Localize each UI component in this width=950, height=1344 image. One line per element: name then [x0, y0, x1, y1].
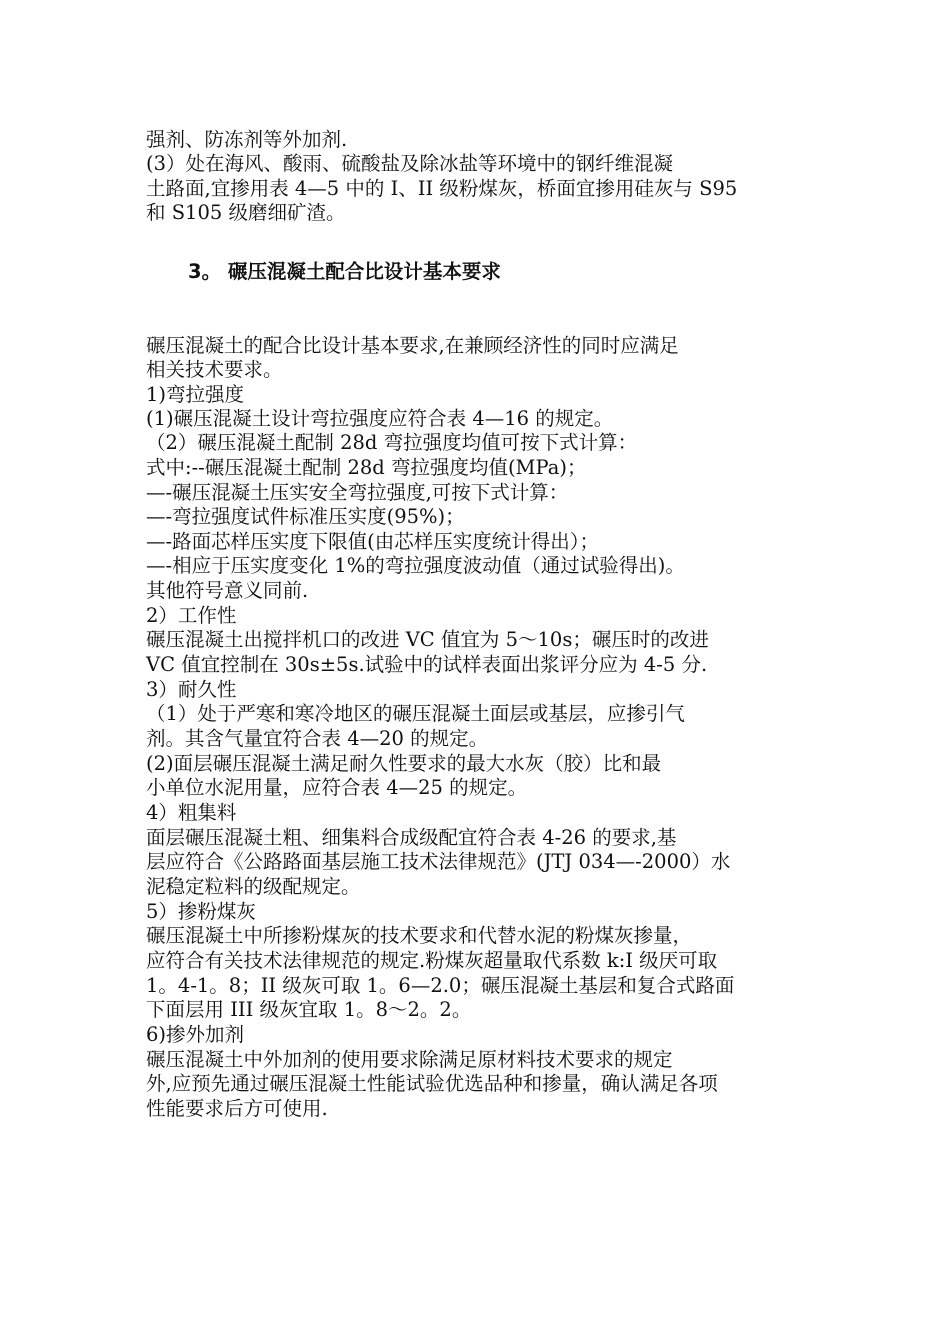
text-line: (3）处在海风、酸雨、硫酸盐及除冰盐等环境中的钢纤维混凝: [146, 152, 674, 175]
text-line: —-相应于压实度变化 1%的弯拉强度波动值（通过试验得出)。: [146, 554, 685, 577]
text-line: 土路面,宜掺用表 4—5 中的 I、II 级粉煤灰，桥面宜掺用硅灰与 S95: [146, 177, 738, 200]
text-line: 层应符合《公路路面基层施工技术法律规范》(JTJ 034—-2000）水: [146, 850, 731, 873]
text-line: 泥稳定粒料的级配规定。: [146, 875, 361, 898]
text-line: —-路面芯样压实度下限值(由芯样压实度统计得出）；: [146, 530, 599, 553]
text-line: —-碾压混凝土压实安全弯拉强度,可按下式计算：: [146, 481, 569, 504]
text-line: 其他符号意义同前.: [146, 579, 309, 602]
text-line: （2）碾压混凝土配制 28d 弯拉强度均值可按下式计算：: [146, 431, 638, 454]
text-line: 下面层用 III 级灰宜取 1。8～2。2。: [146, 998, 472, 1021]
text-line: (2)面层碾压混凝土满足耐久性要求的最大水灰（胶）比和最: [146, 752, 662, 775]
text-line: VC 值宜控制在 30s±5s.试验中的试样表面出浆评分应为 4-5 分.: [146, 653, 708, 676]
text-line: 碾压混凝土中外加剂的使用要求除满足原材料技术要求的规定: [146, 1048, 673, 1071]
text-line: 4）粗集料: [146, 801, 237, 824]
text-line: 6)掺外加剂: [146, 1023, 245, 1046]
text-line: 和 S105 级磨细矿渣。: [146, 201, 346, 224]
text-line: 1)弯拉强度: [146, 383, 245, 406]
text-line: 碾压混凝土中所掺粉煤灰的技术要求和代替水泥的粉煤灰掺量，: [146, 924, 693, 947]
text-line: 3）耐久性: [146, 678, 237, 701]
text-line: 应符合有关技术法律规范的规定.粉煤灰超量取代系数 k:I 级厌可取: [146, 949, 718, 972]
text-line: 碾压混凝土的配合比设计基本要求,在兼顾经济性的同时应满足: [146, 334, 679, 357]
text-line: 式中:--碾压混凝土配制 28d 弯拉强度均值(MPa)；: [146, 456, 587, 479]
text-line: 强剂、防冻剂等外加剂.: [146, 128, 348, 151]
text-line: 碾压混凝土出搅拌机口的改进 VC 值宜为 5～10s；碾压时的改进: [146, 628, 709, 651]
text-line: (1)碾压混凝土设计弯拉强度应符合表 4—16 的规定。: [146, 407, 614, 430]
text-line: 小单位水泥用量，应符合表 4—25 的规定。: [146, 776, 528, 799]
text-line: 1。4-1。8；II 级灰可取 1。6—2.0；碾压混凝土基层和复合式路面: [146, 974, 735, 997]
text-line: （1）处于严寒和寒冷地区的碾压混凝土面层或基层，应掺引气: [146, 702, 685, 725]
text-line: 外,应预先通过碾压混凝土性能试验优选品种和掺量，确认满足各项: [146, 1072, 718, 1095]
text-line: 剂。其含气量宜符合表 4—20 的规定。: [146, 727, 489, 750]
text-line: 性能要求后方可使用.: [146, 1097, 328, 1120]
text-line: 2）工作性: [146, 604, 237, 627]
text-line: 面层碾压混凝土粗、细集料合成级配宜符合表 4-26 的要求,基: [146, 826, 677, 849]
text-line: —-弯拉强度试件标准压实度(95%)；: [146, 505, 465, 528]
text-line: 5）掺粉煤灰: [146, 900, 256, 923]
text-line: 相关技术要求。: [146, 358, 283, 381]
section-heading: 3。 碾压混凝土配合比设计基本要求: [188, 260, 501, 283]
